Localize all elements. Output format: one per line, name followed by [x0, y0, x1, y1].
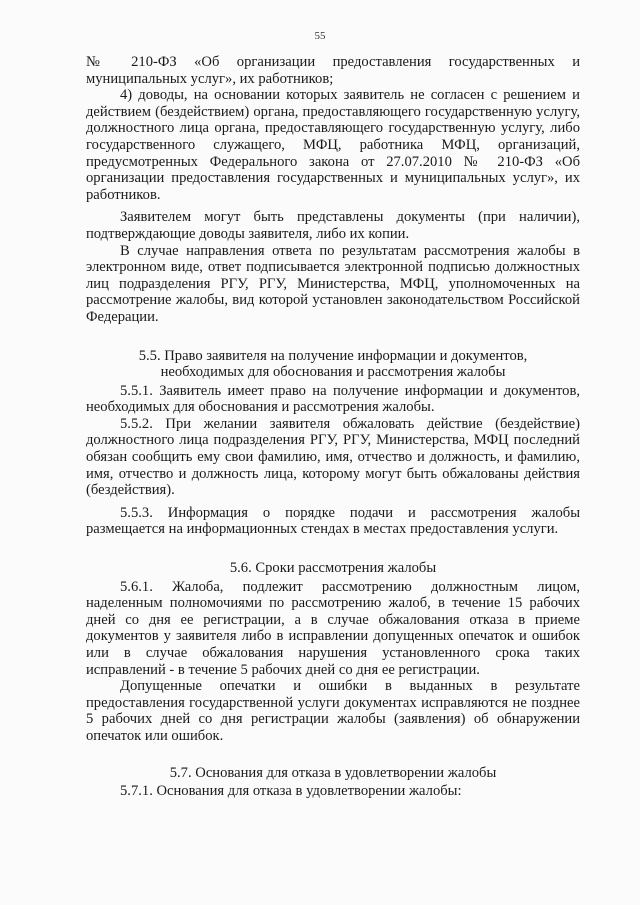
paragraph-electronic-response: В случае направления ответа по результатам рассмотрения жалобы в электронном виде, ответ подписывается электронной подписью должностных лиц подразделения РГУ, РГУ, Министерства, МФЦ, уполномоченных на рассмотрение жалобы, вид которой установлен законодательством Российской Федерации.: [86, 242, 580, 325]
paragraph-5-5-1: 5.5.1. Заявитель имеет право на получение информации и документов, необходимых для обоснования и рассмотрения жалобы.: [86, 382, 580, 416]
section-5-6-heading: 5.6. Сроки рассмотрения жалобы: [229, 560, 437, 577]
section-5-5-heading: [86, 348, 580, 381]
paragraph-law-reference: № 210-ФЗ «Об организации предоставления государственных и муниципальных услуг», их работников;: [86, 54, 580, 87]
document-body: [86, 54, 580, 800]
section-5-5-heading-line1: 5.5. Право заявителя на получение информации и документов,: [138, 347, 528, 364]
section-5-5-heading-line2: необходимых для обоснования и рассмотрения жалобы: [160, 364, 506, 381]
page-number: 55: [314, 30, 326, 42]
paragraph-5-7-1: 5.7.1. Основания для отказа в удовлетворении жалобы:: [120, 783, 462, 800]
section-5-7-heading: 5.7. Основания для отказа в удовлетворении жалобы: [169, 764, 497, 781]
paragraph-documents: Заявителем могут быть представлены документы (при наличии), подтверждающие доводы заявителя, либо их копии.: [86, 209, 580, 242]
paragraph-5-6-1: 5.6.1. Жалоба, подлежит рассмотрению должностным лицом, наделенным полномочиями по рассмотрению жалоб, в течение 15 рабочих дней со дня ее регистрации, а в случае обжалования отказа в приеме документов у заявителя либо в исправлении допущенных опечаток и ошибок или в случае обжалования нарушения установленного срока таких исправлений - в течение 5 рабочих дней со дня ее регистрации.: [86, 578, 580, 678]
paragraph-5-5-3: 5.5.3. Информация о порядке подачи и рассмотрения жалобы размещается на информационных стендах в местах предоставления услуги.: [86, 504, 580, 538]
paragraph-typos-correction: Допущенные опечатки и ошибки в выданных в результате предоставления государственной услуги документах исправляются не позднее 5 рабочих дней со дня регистрации жалобы (заявления) об обнаружении опечаток или ошибок.: [86, 678, 580, 744]
paragraph-5-5-2: 5.5.2. При желании заявителя обжаловать действие (бездействие) должностного лица подразделения РГУ, РГУ, Министерства, МФЦ последний обязан сообщить ему свои фамилию, имя, отчество и должность, и фамилию, имя, отчество и должность лица, которому могут быть обжалованы действия (бездействия).: [86, 415, 580, 499]
paragraph-item-4: 4) доводы, на основании которых заявитель не согласен с решением и действием (бездействием) органа, предоставляющего государственную услугу, должностного лица органа, предоставляющего государственную услугу, либо государственного служащего, МФЦ, работника МФЦ, организаций, предусмотренных Федерального закона от 27.07.2010 № 210-ФЗ «Об организации предоставления государственных и муниципальных услуг», их работников.: [86, 87, 580, 203]
